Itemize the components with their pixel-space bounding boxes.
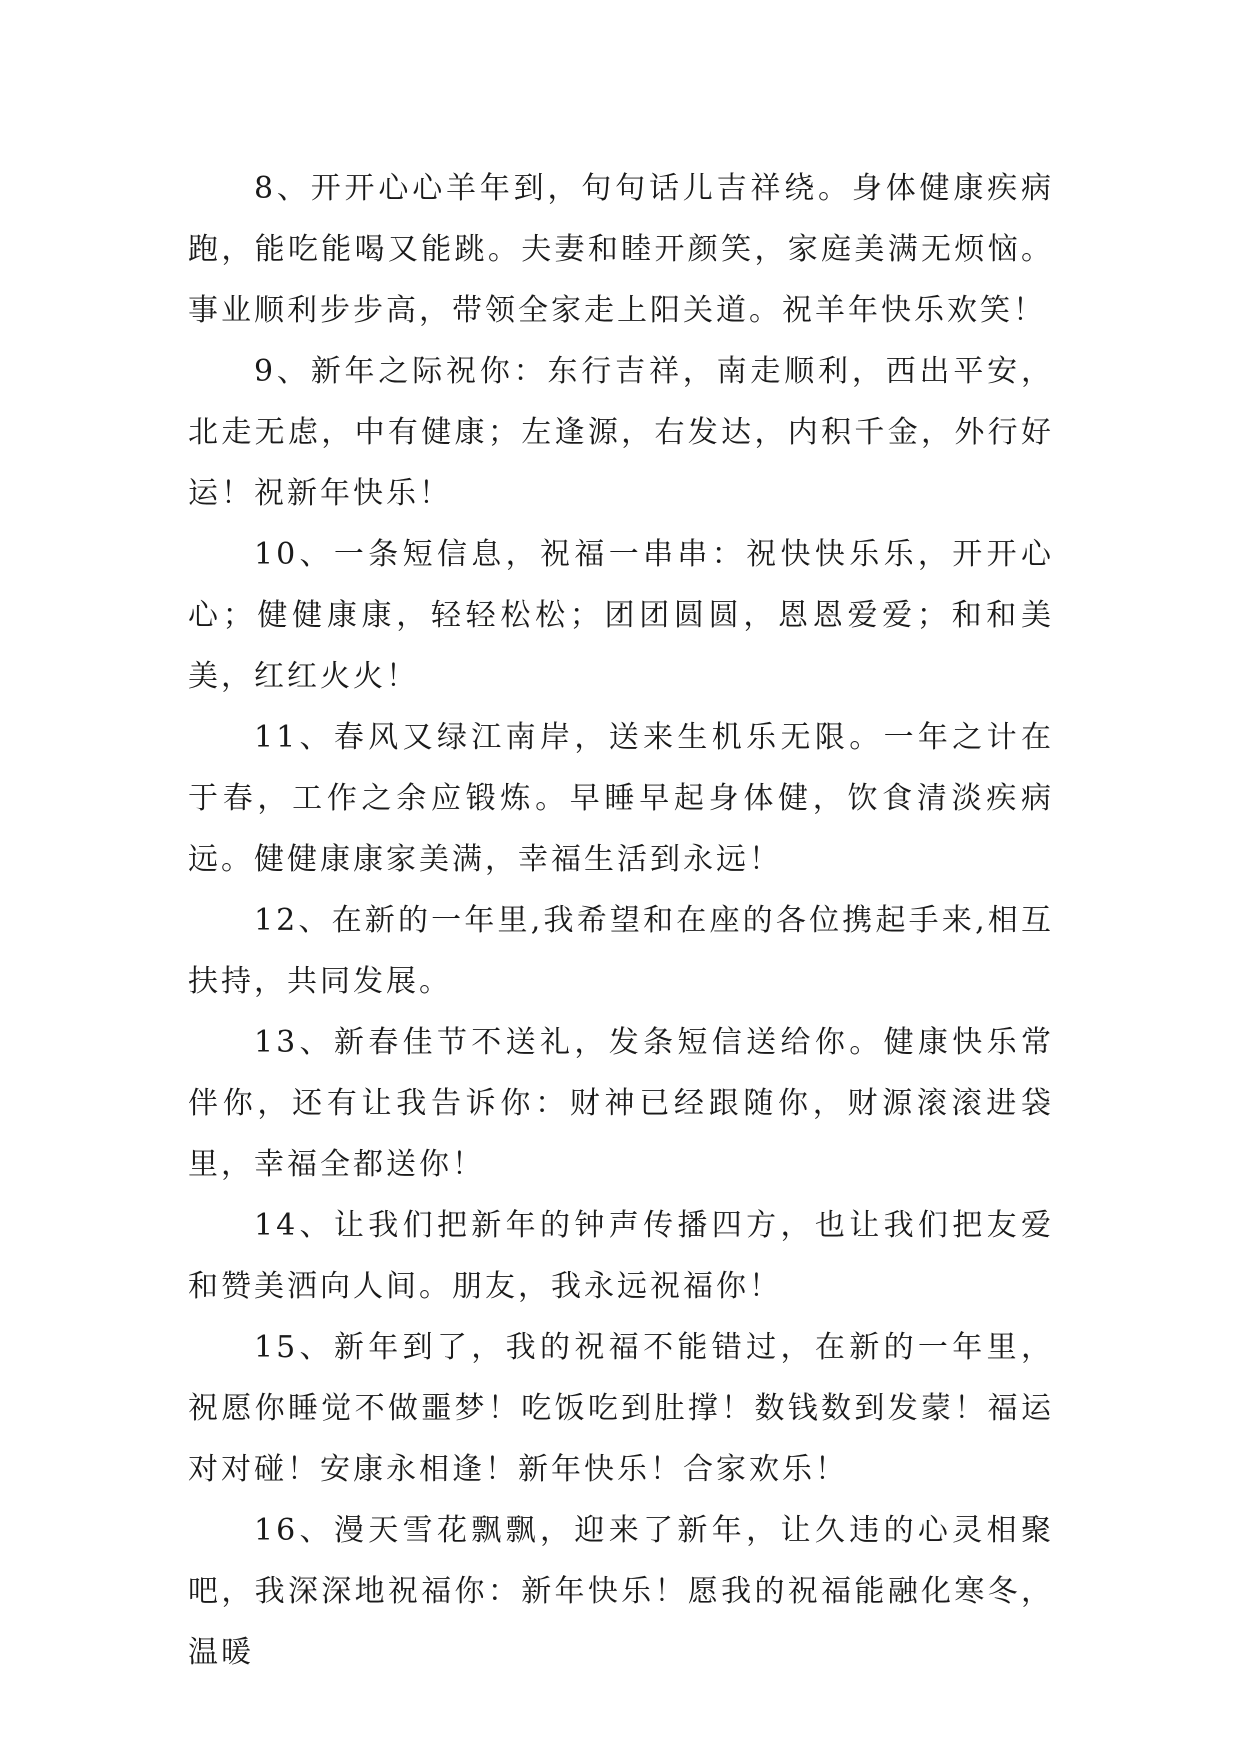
paragraph-16: 16、漫天雪花飘飘，迎来了新年，让久违的心灵相聚吧，我深深地祝福你：新年快乐！愿我的祝福能融化寒冬，温暖 (188, 1513, 1054, 1670)
paragraph-10: 10、一条短信息，祝福一串串：祝快快乐乐，开开心心；健健康康，轻轻松松；团团圆圆，恩恩爱爱；和和美美，红红火火！ (188, 537, 1054, 694)
paragraph-13: 13、新春佳节不送礼，发条短信送给你。健康快乐常伴你，还有让我告诉你：财神已经跟随你，财源滚滚进袋里，幸福全都送你！ (188, 1025, 1054, 1182)
paragraph-11: 11、春风又绿江南岸，送来生机乐无限。一年之计在于春，工作之余应锻炼。早睡早起身体健，饮食清淡疾病远。健健康康家美满，幸福生活到永远！ (188, 720, 1054, 877)
paragraph-15: 15、新年到了，我的祝福不能错过，在新的一年里，祝愿你睡觉不做噩梦！吃饭吃到肚撑！数钱数到发蒙！福运对对碰！安康永相逢！新年快乐！合家欢乐！ (188, 1330, 1054, 1487)
paragraph-8: 8、开开心心羊年到，句句话儿吉祥绕。身体健康疾病跑，能吃能喝又能跳。夫妻和睦开颜笑，家庭美满无烦恼。事业顺利步步高，带领全家走上阳关道。祝羊年快乐欢笑！ (188, 171, 1054, 328)
paragraph-9: 9、新年之际祝你：东行吉祥，南走顺利，西出平安，北走无虑，中有健康；左逢源，右发达，内积千金，外行好运！祝新年快乐！ (188, 354, 1054, 511)
paragraph-12: 12、在新的一年里,我希望和在座的各位携起手来,相互扶持，共同发展。 (188, 903, 1054, 999)
document-body (188, 158, 1054, 1683)
paragraph-14: 14、让我们把新年的钟声传播四方，也让我们把友爱和赞美洒向人间。朋友，我永远祝福你！ (188, 1208, 1054, 1304)
